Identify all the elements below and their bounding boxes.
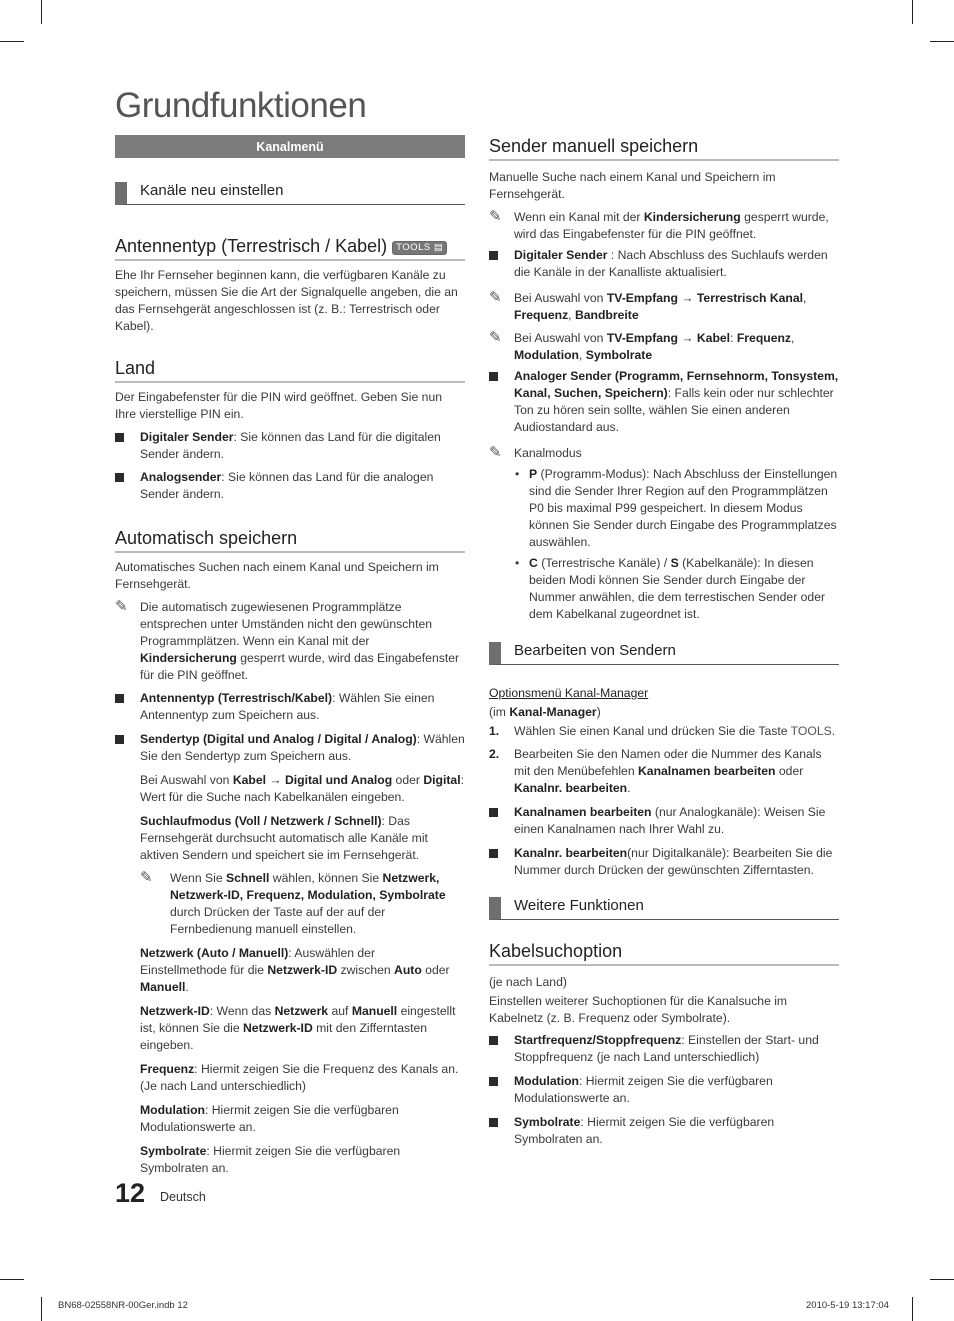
tools-icon: ▤	[433, 242, 444, 253]
bullet-dot-icon: •	[515, 556, 520, 570]
list-item: Analoger Sender (Programm, Fernsehnorm, Tonsystem, Kanal, Suchen, Speichern): Falls kein oder nur schlechter Ton zu hören sein sollte, wählen Sie einen anderen Audiostandard aus.	[489, 368, 839, 436]
option-menu-title: Optionsmenü Kanal-Manager	[489, 686, 649, 700]
note: ✎ Kanalmodus	[489, 444, 582, 461]
crop-mark	[0, 41, 24, 42]
note: ✎ Wenn Sie Schnell wählen, können Sie Netzwerk, Netzwerk-ID, Frequenz, Modulation, Symbolrate durch Drücken der Taste auf der auf der Fernbedienung manuell einstellen.	[140, 869, 446, 936]
bullet-square-icon	[489, 1118, 498, 1127]
bullet-dot-icon: •	[515, 467, 520, 481]
bullet-square-icon	[115, 694, 124, 703]
note-wrapper	[115, 870, 465, 938]
note: ✎ Bei Auswahl von TV-Empfang → Terrestrisch Kanal, Frequenz, Bandbreite	[489, 289, 807, 322]
print-slug-file: BN68-02558NR-00Ger.indb 12	[58, 1300, 188, 1311]
print-slug-date: 2010-5-19 13:17:04	[806, 1300, 889, 1311]
paragraph-frequenz: Frequenz: Hiermit zeigen Sie die Frequenz des Kanals an. (Je nach Land unterschiedlich)	[140, 1062, 459, 1093]
note: ✎ Die automatisch zugewiesenen Programmplätze entsprechen unter Umständen nicht den gewünschten Programmplätzen. Wenn ein Kanal mit der Kindersicherung gesperrt wurde, wird das Eingabefenster für die PIN geöffnet.	[115, 598, 460, 682]
subhead-kanaele-neu: Kanäle neu einstellen	[115, 182, 465, 205]
pencil-note-icon: ✎	[489, 208, 502, 225]
list-item: Antennentyp (Terrestrisch/Kabel): Wählen Sie einen Antennentyp zum Speichern aus.	[115, 690, 465, 724]
left-column	[115, 135, 465, 1177]
page-title: Grundfunktionen	[115, 86, 367, 125]
antenne-text: Ehe Ihr Fernseher beginnen kann, die verfügbaren Kanäle zu speichern, müssen Sie die Art der Signalquelle angeben, die an das Fernsehgerät angeschlossen ist (z. B.: Terrestrisch oder Kabel).	[115, 268, 458, 333]
note: ✎ Wenn ein Kanal mit der Kindersicherung gesperrt wurde, wird das Eingabefenster für die PIN geöffnet.	[489, 208, 829, 241]
bullet-square-icon	[489, 251, 498, 260]
note: ✎ Bei Auswahl von TV-Empfang → Kabel: Frequenz, Modulation, Symbolrate	[489, 329, 795, 362]
step-item: 1. Wählen Sie einen Kanal und drücken Sie die Taste TOOLS.	[489, 724, 836, 738]
list-item: Modulation: Hiermit zeigen Sie die verfügbaren Modulationswerte an.	[489, 1073, 839, 1107]
bullet-square-icon	[115, 473, 124, 482]
bullet-square-icon	[115, 433, 124, 442]
land-text: Der Eingabefenster für die PIN wird geöffnet. Geben Sie nun Ihre vierstellige PIN ein.	[115, 390, 443, 421]
heading-land: Land	[115, 357, 465, 383]
list-item: Sendertyp (Digital und Analog / Digital / Analog): Wählen Sie den Sendertyp zum Speichern aus.	[115, 731, 465, 765]
paragraph-netzwerk: Netzwerk (Auto / Manuell): Auswählen der Einstellmethode für die Netzwerk-ID zwischen Auto oder Manuell.	[140, 946, 450, 994]
subhead-bearbeiten: Bearbeiten von Sendern	[489, 642, 839, 665]
cable-note: (je nach Land)	[489, 975, 567, 989]
crop-mark	[912, 0, 913, 24]
heading-automatisch: Automatisch speichern	[115, 527, 465, 553]
pencil-note-icon: ✎	[489, 289, 502, 306]
pencil-note-icon: ✎	[140, 869, 153, 886]
bullet-square-icon	[489, 1077, 498, 1086]
list-item: Analogsender: Sie können das Land für die analogen Sender ändern.	[115, 469, 465, 503]
list-item: • C (Terrestrische Kanäle) / S (Kabelkanäle): In diesen beiden Modi können Sie Sender durch Eingabe der Nummer anwählen, die dem terrestischen Sender oder dem Kabelkanal zugeordnet ist.	[515, 556, 826, 621]
pencil-note-icon: ✎	[489, 444, 502, 461]
auto-text: Automatisches Suchen nach einem Kanal und Speichern im Fernsehgerät.	[115, 560, 439, 591]
paragraph-modulation: Modulation: Hiermit zeigen Sie die verfügbaren Modulationswerte an.	[140, 1103, 399, 1134]
heading-antennentyp	[115, 235, 465, 261]
paragraph-kabel: Bei Auswahl von Kabel → Digital und Analog oder Digital: Wert für die Suche nach Kabelkanälen eingeben.	[140, 773, 464, 804]
dot-list	[489, 466, 839, 623]
crop-mark	[0, 1279, 24, 1280]
pencil-note-icon: ✎	[115, 598, 128, 615]
pencil-note-icon: ✎	[489, 329, 502, 346]
heading-antennentyp-text: Antennentyp (Terrestrisch / Kabel)	[115, 236, 388, 256]
crop-mark	[41, 1297, 42, 1321]
list-item: Startfrequenz/Stoppfrequenz: Einstellen der Start- und Stoppfrequenz (je nach Land unterschiedlich)	[489, 1032, 839, 1066]
bullet-square-icon	[489, 372, 498, 381]
heading-kabelsuchoption: Kabelsuchoption	[489, 940, 839, 966]
list-item: Digitaler Sender : Nach Abschluss des Suchlaufs werden die Kanäle in der Kanalliste aktualisiert.	[489, 247, 839, 281]
list-item: Kanalnamen bearbeiten (nur Analogkanäle): Weisen Sie einen Kanalnamen nach Ihrer Wahl zu.	[489, 804, 839, 838]
step-item: 2. Bearbeiten Sie den Namen oder die Nummer des Kanals mit den Menübefehlen Kanalnamen bearbeiten oder Kanalnr. bearbeiten.	[489, 747, 822, 795]
crop-mark	[41, 0, 42, 24]
paragraph-suchlauf: Suchlaufmodus (Voll / Netzwerk / Schnell): Das Fernsehgerät durchsucht automatisch alle Kanäle mit aktiven Sendern und speichert sie im Fernsehgerät.	[140, 814, 428, 862]
list-item: Kanalnr. bearbeiten(nur Digitalkanäle): Bearbeiten Sie die Nummer durch Drücken der gewünschten Zifferntasten.	[489, 845, 839, 879]
paragraph-netzwerk-id: Netzwerk-ID: Wenn das Netzwerk auf Manuell eingestellt ist, können Sie die Netzwerk-ID mit den Zifferntasten eingeben.	[140, 1004, 456, 1052]
list-item: Symbolrate: Hiermit zeigen Sie die verfügbaren Symbolraten an.	[489, 1114, 839, 1148]
page-number: 12	[115, 1178, 146, 1208]
crop-mark	[930, 41, 954, 42]
manual-text: Manuelle Suche nach einem Kanal und Speichern im Fernsehgerät.	[489, 170, 776, 201]
section-banner: Kanalmenü	[115, 135, 465, 158]
page-language: Deutsch	[160, 1190, 206, 1204]
paragraph-symbolrate: Symbolrate: Hiermit zeigen Sie die verfügbaren Symbolraten an.	[140, 1144, 401, 1175]
list-item: • P (Programm-Modus): Nach Abschluss der Einstellungen sind die Sender Ihrer Region auf den Programmplätzen P0 bis maximal P99 gespeichert. In diesem Modus können Sie Sender durch Eingabe des Programmplatzes auswählen.	[515, 467, 838, 549]
bullet-square-icon	[489, 1036, 498, 1045]
right-column	[489, 135, 839, 1148]
im-kanal-manager: (im Kanal-Manager)	[489, 705, 601, 719]
subhead-weitere: Weitere Funktionen	[489, 897, 839, 920]
tools-badge: TOOLS ▤	[392, 241, 447, 255]
bullet-square-icon	[489, 808, 498, 817]
crop-mark	[930, 1279, 954, 1280]
cable-text: Einstellen weiterer Suchoptionen für die Kanalsuche im Kabelnetz (z. B. Frequenz oder Symbolrate).	[489, 994, 788, 1025]
bullet-square-icon	[489, 849, 498, 858]
bullet-square-icon	[115, 735, 124, 744]
heading-sender-manuell: Sender manuell speichern	[489, 135, 839, 161]
list-item: Digitaler Sender: Sie können das Land für die digitalen Sender ändern.	[115, 429, 465, 463]
crop-mark	[912, 1297, 913, 1321]
